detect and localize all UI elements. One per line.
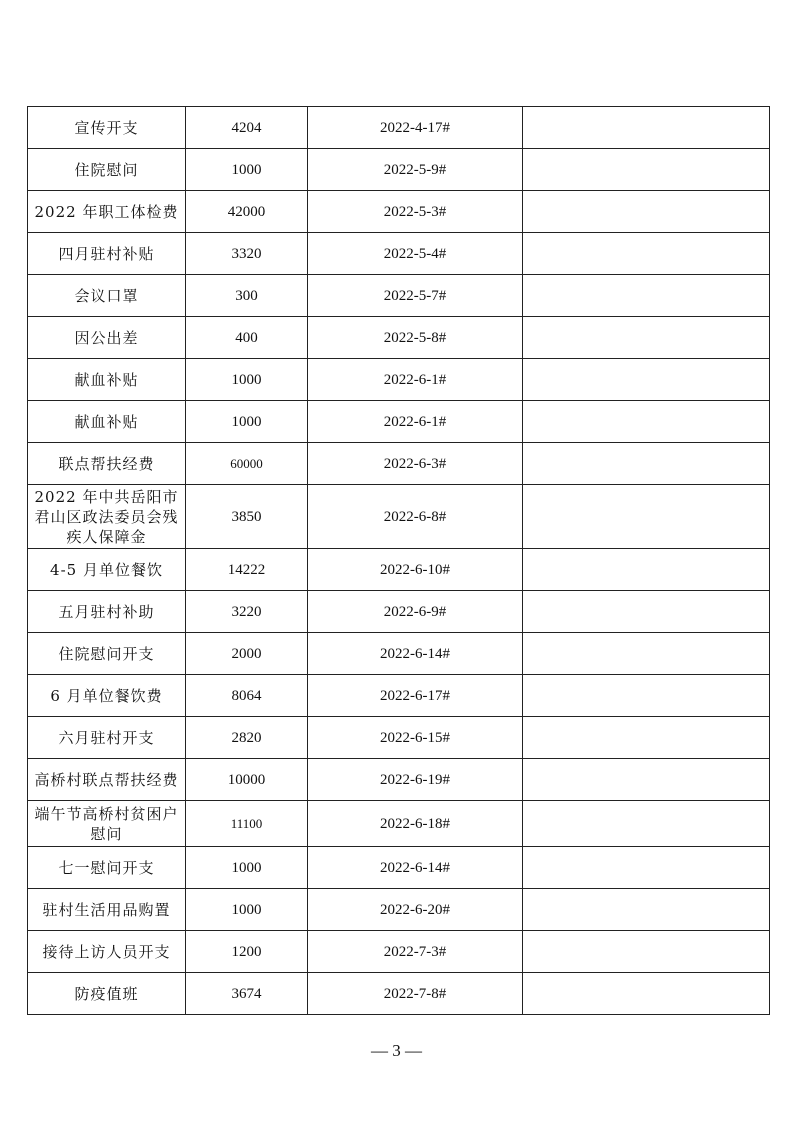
table-row	[28, 591, 770, 633]
item-cell: 献血补贴	[28, 401, 186, 443]
amount-cell: 1000	[186, 149, 308, 191]
item-cell: 献血补贴	[28, 359, 186, 401]
amount-cell: 42000	[186, 191, 308, 233]
item-cell: 4-5 月单位餐饮	[28, 549, 186, 591]
item-cell: 驻村生活用品购置	[28, 889, 186, 931]
amount-cell: 3674	[186, 973, 308, 1015]
item-cell: 联点帮扶经费	[28, 443, 186, 485]
table-row	[28, 443, 770, 485]
amount-cell: 1000	[186, 401, 308, 443]
remark-cell	[523, 275, 770, 317]
item-cell: 接待上访人员开支	[28, 931, 186, 973]
date-cell: 2022-6-1#	[308, 359, 523, 401]
remark-cell	[523, 401, 770, 443]
remark-cell	[523, 359, 770, 401]
table-row	[28, 931, 770, 973]
date-cell: 2022-7-8#	[308, 973, 523, 1015]
item-cell: 住院慰问开支	[28, 633, 186, 675]
table-row	[28, 107, 770, 149]
date-cell: 2022-6-8#	[308, 485, 523, 549]
date-cell: 2022-6-19#	[308, 759, 523, 801]
amount-cell: 11100	[186, 801, 308, 847]
item-cell: 六月驻村开支	[28, 717, 186, 759]
table-row	[28, 149, 770, 191]
table-row	[28, 847, 770, 889]
amount-cell: 400	[186, 317, 308, 359]
remark-cell	[523, 107, 770, 149]
date-cell: 2022-5-8#	[308, 317, 523, 359]
remark-cell	[523, 317, 770, 359]
amount-cell: 1000	[186, 889, 308, 931]
remark-cell	[523, 889, 770, 931]
date-cell: 2022-6-3#	[308, 443, 523, 485]
remark-cell	[523, 443, 770, 485]
expense-table-body	[28, 107, 770, 1015]
table-row	[28, 485, 770, 549]
date-cell: 2022-6-14#	[308, 633, 523, 675]
amount-cell: 8064	[186, 675, 308, 717]
date-cell: 2022-4-17#	[308, 107, 523, 149]
date-cell: 2022-6-1#	[308, 401, 523, 443]
date-cell: 2022-5-4#	[308, 233, 523, 275]
amount-cell: 10000	[186, 759, 308, 801]
remark-cell	[523, 717, 770, 759]
amount-cell: 1000	[186, 359, 308, 401]
table-row	[28, 233, 770, 275]
item-cell: 端午节高桥村贫困户慰问	[28, 801, 186, 847]
remark-cell	[523, 847, 770, 889]
date-cell: 2022-6-18#	[308, 801, 523, 847]
remark-cell	[523, 931, 770, 973]
amount-cell: 2000	[186, 633, 308, 675]
item-cell: 2022 年职工体检费	[28, 191, 186, 233]
remark-cell	[523, 973, 770, 1015]
date-cell: 2022-5-7#	[308, 275, 523, 317]
item-cell: 6 月单位餐饮费	[28, 675, 186, 717]
amount-cell: 60000	[186, 443, 308, 485]
amount-cell: 1000	[186, 847, 308, 889]
date-cell: 2022-5-3#	[308, 191, 523, 233]
remark-cell	[523, 233, 770, 275]
amount-cell: 3320	[186, 233, 308, 275]
date-cell: 2022-6-17#	[308, 675, 523, 717]
date-cell: 2022-6-20#	[308, 889, 523, 931]
table-row	[28, 759, 770, 801]
table-row	[28, 401, 770, 443]
remark-cell	[523, 759, 770, 801]
date-cell: 2022-6-15#	[308, 717, 523, 759]
item-cell: 防疫值班	[28, 973, 186, 1015]
amount-cell: 3850	[186, 485, 308, 549]
date-cell: 2022-5-9#	[308, 149, 523, 191]
table-row	[28, 359, 770, 401]
item-cell: 2022 年中共岳阳市君山区政法委员会残疾人保障金	[28, 485, 186, 549]
remark-cell	[523, 591, 770, 633]
table-row	[28, 549, 770, 591]
remark-cell	[523, 485, 770, 549]
table-row	[28, 717, 770, 759]
remark-cell	[523, 633, 770, 675]
remark-cell	[523, 549, 770, 591]
item-cell: 住院慰问	[28, 149, 186, 191]
amount-cell: 300	[186, 275, 308, 317]
amount-cell: 1200	[186, 931, 308, 973]
table-row	[28, 633, 770, 675]
item-cell: 会议口罩	[28, 275, 186, 317]
amount-cell: 2820	[186, 717, 308, 759]
remark-cell	[523, 801, 770, 847]
page-number: — 3 —	[371, 1041, 422, 1060]
amount-cell: 4204	[186, 107, 308, 149]
item-cell: 高桥村联点帮扶经费	[28, 759, 186, 801]
table-row	[28, 317, 770, 359]
date-cell: 2022-6-14#	[308, 847, 523, 889]
date-cell: 2022-7-3#	[308, 931, 523, 973]
item-cell: 五月驻村补助	[28, 591, 186, 633]
table-row	[28, 191, 770, 233]
item-cell: 四月驻村补贴	[28, 233, 186, 275]
expense-table	[27, 106, 770, 1015]
item-cell: 七一慰问开支	[28, 847, 186, 889]
amount-cell: 14222	[186, 549, 308, 591]
table-row	[28, 275, 770, 317]
remark-cell	[523, 149, 770, 191]
date-cell: 2022-6-10#	[308, 549, 523, 591]
remark-cell	[523, 191, 770, 233]
amount-cell: 3220	[186, 591, 308, 633]
table-row	[28, 801, 770, 847]
table-row	[28, 675, 770, 717]
table-row	[28, 973, 770, 1015]
table-row	[28, 889, 770, 931]
remark-cell	[523, 675, 770, 717]
item-cell: 因公出差	[28, 317, 186, 359]
date-cell: 2022-6-9#	[308, 591, 523, 633]
item-cell: 宣传开支	[28, 107, 186, 149]
